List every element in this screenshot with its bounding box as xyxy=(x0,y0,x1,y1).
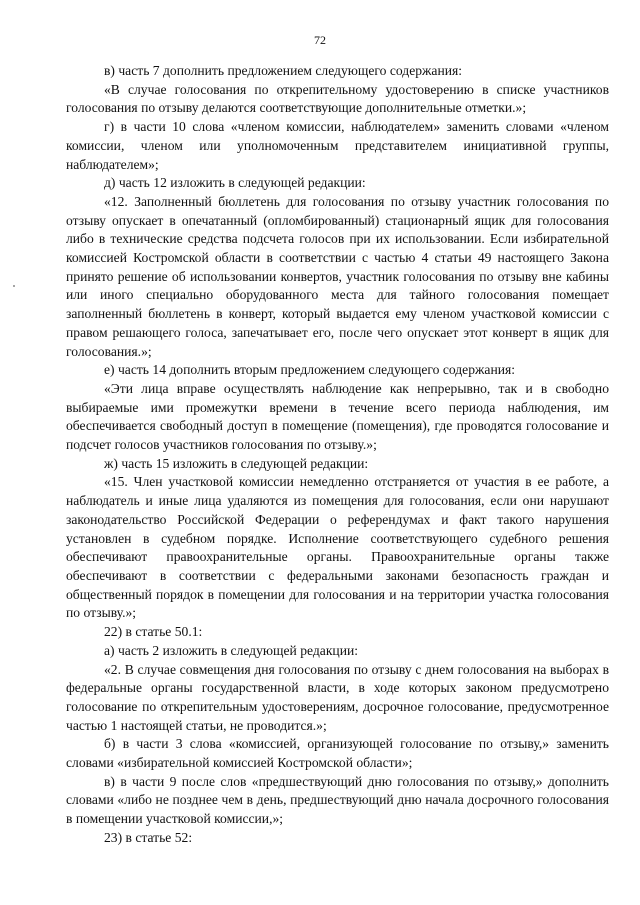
paragraph-item-23: 23) в статье 52: xyxy=(104,829,193,845)
paragraph-quote-part-15: «15. Член участковой комиссии немедленно отстраняется от участия в ее работе, а наблюдатель и иные лица удаляются из помещения для голосования, если они нарушают законодательство Российской Федерации о референдумах и факт такого нарушения установлен в судебном порядке. Исполнение соответствующего судебного решения обеспечивают правоохранительные органы. Правоохранительные органы также обеспечивают в соответствии с федеральными законами безопасность граждан и общественный порядок в помещении для голосования и на территории участка голосования по отзыву.»; xyxy=(66,474,609,621)
scan-speck xyxy=(13,285,15,287)
paragraph-amendment-zh: ж) часть 15 изложить в следующей редакции: xyxy=(104,455,369,471)
paragraph-amendment-d: д) часть 12 изложить в следующей редакции: xyxy=(104,175,366,191)
paragraph-quote-part-2: «2. В случае совмещения дня голосования по отзыву с днем голосования на выборах в федеральные органы государственной власти, в ходе которых законом предусмотрено голосование по открепительным удостоверениям, досрочное голосование, предусмотренное частью 1 настоящей статьи, не проводится.»; xyxy=(66,661,609,733)
paragraph-quote-part-14: «Эти лица вправе осуществлять наблюдение как непрерывно, так и в свободно выбираемые ими промежутки времени в течение всего периода наблюдения, им обеспечивается свободный доступ в помещение (помещения), где проводятся голосование и подсчет голосов участников голосования по отзыву.»; xyxy=(66,380,609,453)
paragraph-amendment-v-part-9: в) в части 9 после слов «предшествующий дню голосования по отзыву,» дополнить словами «либо не позднее чем в день, предшествующий дню начала досрочного голосования в помещении участковой комиссии,»; xyxy=(66,773,609,827)
paragraph-amendment-b: б) в части 3 слова «комиссией, организующей голосование по отзыву,» заменить словами «избирательной комиссией Костромской области»; xyxy=(66,736,609,771)
page-number: 72 xyxy=(314,33,326,47)
paragraph-amendment-a: а) часть 2 изложить в следующей редакции: xyxy=(104,642,359,658)
document-body xyxy=(66,62,609,848)
paragraph-item-22: 22) в статье 50.1: xyxy=(104,624,203,640)
paragraph-amendment-e: е) часть 14 дополнить вторым предложением следующего содержания: xyxy=(104,362,516,378)
paragraph-quote-part-7: «В случае голосования по открепительному удостоверению в списке участников голосования по отзыву делаются соответствующие дополнительные отметки.»; xyxy=(66,81,609,116)
paragraph-quote-part-12: «12. Заполненный бюллетень для голосования по отзыву участник голосования по отзыву опускает в опечатанный (опломбированный) стационарный ящик для голосования либо в технические средства подсчета голосов при их использовании. Если избирательной комиссией Костромской области в соответствии с частью 4 статьи 49 настоящего Закона принято решение об использовании конвертов, участник голосования по отзыву вне кабины или иного специально оборудованного места для тайного голосования помещает заполненный бюллетень в конверт, который выдается ему членом участковой комиссии с правом решающего голоса, запечатывает его, после чего опускает этот конверт в ящик для голосования.»; xyxy=(66,193,609,359)
paragraph-amendment-v: в) часть 7 дополнить предложением следующего содержания: xyxy=(104,63,463,78)
paragraph-amendment-g: г) в части 10 слова «членом комиссии, наблюдателем» заменить словами «членом комиссии, членом или уполномоченным представителем инициативной группы, наблюдателем»; xyxy=(66,119,609,172)
